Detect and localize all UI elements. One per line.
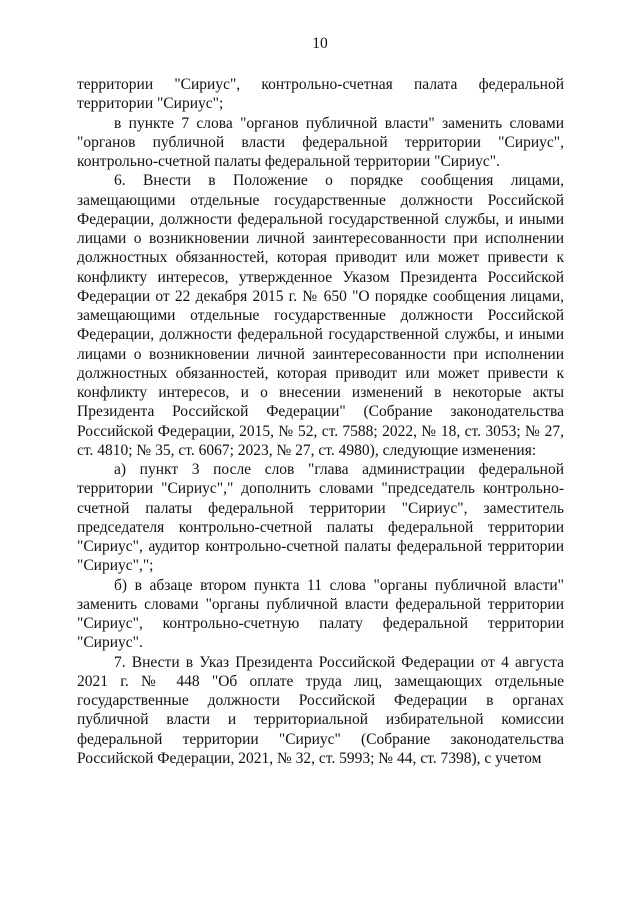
- page-number: 10: [312, 35, 328, 52]
- paragraph-item-7: в пункте 7 слова "органов публичной власти" заменить словами "органов публичной власти федеральной территории "Сириус", контрольно-счетной палаты федеральной территории "Сириус".: [77, 114, 564, 170]
- paragraph-continuation: территории "Сириус", контрольно-счетная палата федеральной территории "Сириус";: [77, 76, 564, 113]
- paragraph-section-7: 7. Внести в Указ Президента Российской Федерации от 4 августа 2021 г. № 448 "Об оплате труда лиц, замещающих отдельные государственные должности Российской Федерации в органах публичной власти и территориальной избирательной комиссии федеральной территории "Сириус" (Собрание законодательства Российской Федерации, 2021, № 32, ст. 5993; № 44, ст. 7398), с учетом: [77, 653, 564, 767]
- document-body: [77, 75, 564, 768]
- paragraph-section-6: 6. Внести в Положение о порядке сообщения лицами, замещающими отдельные государственные должности Российской Федерации, должности федеральной государственной службы, и иными лицами о возникновении личной заинтересованности при исполнении должностных обязанностей, которая приводит или может привести к конфликту интересов, утвержденное Указом Президента Российской Федерации от 22 декабря 2015 г. № 650 "О порядке сообщения лицами, замещающими отдельные государственные должности Российской Федерации, должности федеральной государственной службы, и иными лицами о возникновении личной заинтересованности при исполнении должностных обязанностей, которая приводит или может привести к конфликту интересов, и о внесении изменений в некоторые акты Президента Российской Федерации" (Собрание законодательства Российской Федерации, 2015, № 52, ст. 7588; 2022, № 18, ст. 3053; № 27, ст. 4810; № 35, ст. 6067; 2023, № 27, ст. 4980), следующие изменения:: [77, 172, 564, 459]
- paragraph-subitem-a: а) пункт 3 после слов "глава администрации федеральной территории "Сириус"," дополнить словами "председатель контрольно-счетной палаты федеральной территории "Сириус", заместитель председателя контрольно-счетной палаты федеральной территории "Сириус", аудитор контрольно-счетной палаты федеральной территории "Сириус",";: [77, 461, 564, 575]
- paragraph-subitem-b: б) в абзаце втором пункта 11 слова "органы публичной власти" заменить словами "органы публичной власти федеральной территории "Сириус", контрольно-счетную палату федеральной территории "Сириус".: [77, 576, 564, 652]
